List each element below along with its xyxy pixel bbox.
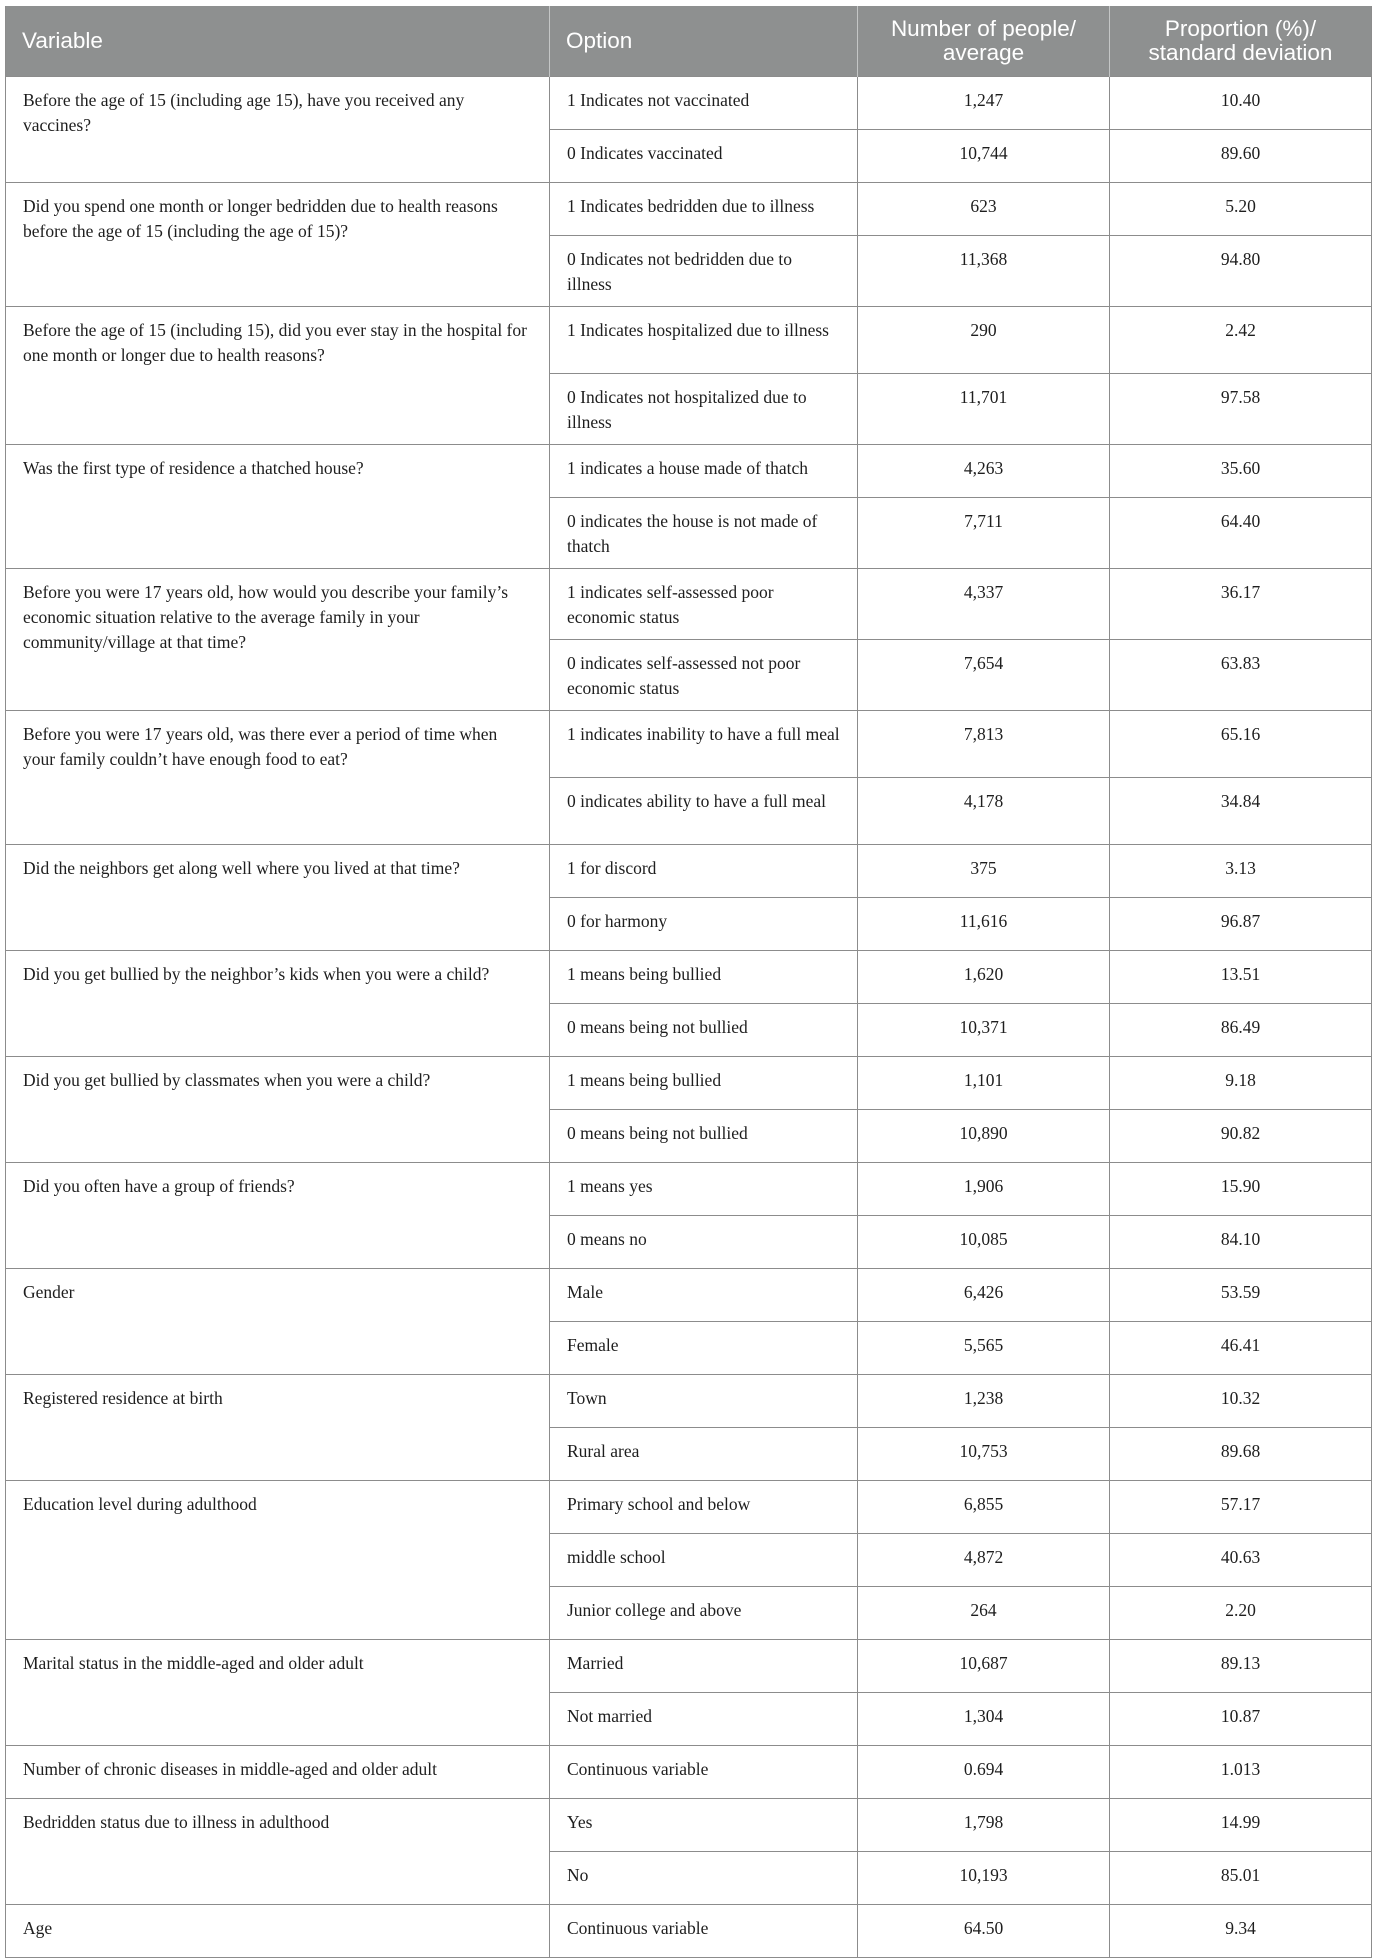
option-cell: 1 Indicates bedridden due to illness (550, 183, 858, 236)
count-cell: 1,906 (858, 1163, 1110, 1216)
table-row (6, 1905, 1372, 1958)
count-cell: 11,701 (858, 374, 1110, 445)
option-cell: 1 means being bullied (550, 1057, 858, 1110)
proportion-cell: 2.20 (1110, 1587, 1372, 1640)
option-cell: 0 for harmony (550, 898, 858, 951)
count-cell: 1,101 (858, 1057, 1110, 1110)
table-row (6, 1799, 1372, 1852)
option-cell: 1 for discord (550, 845, 858, 898)
option-cell: Primary school and below (550, 1481, 858, 1534)
variable-cell: Gender (6, 1269, 550, 1375)
variable-cell: Number of chronic diseases in middle-aged and older adult (6, 1746, 550, 1799)
count-cell: 10,890 (858, 1110, 1110, 1163)
proportion-cell: 90.82 (1110, 1110, 1372, 1163)
option-cell: Continuous variable (550, 1746, 858, 1799)
variable-cell: Before the age of 15 (including age 15), have you received any vaccines? (6, 77, 550, 183)
proportion-cell: 34.84 (1110, 778, 1372, 845)
count-cell: 7,654 (858, 640, 1110, 711)
proportion-cell: 65.16 (1110, 711, 1372, 778)
table-row (6, 1163, 1372, 1216)
option-cell: 1 means yes (550, 1163, 858, 1216)
option-cell: Married (550, 1640, 858, 1693)
proportion-cell: 14.99 (1110, 1799, 1372, 1852)
proportion-cell: 96.87 (1110, 898, 1372, 951)
count-cell: 1,238 (858, 1375, 1110, 1428)
variable-cell: Before you were 17 years old, how would you describe your family’s economic situation relative to the average family in your community/village at that time? (6, 569, 550, 711)
option-cell: 0 indicates ability to have a full meal (550, 778, 858, 845)
table-row (6, 77, 1372, 130)
proportion-cell: 89.60 (1110, 130, 1372, 183)
option-cell: middle school (550, 1534, 858, 1587)
count-cell: 1,620 (858, 951, 1110, 1004)
option-cell: No (550, 1852, 858, 1905)
count-cell: 6,855 (858, 1481, 1110, 1534)
option-cell: 1 indicates self-assessed poor economic status (550, 569, 858, 640)
header-count (858, 6, 1110, 77)
count-cell: 11,616 (858, 898, 1110, 951)
proportion-cell: 40.63 (1110, 1534, 1372, 1587)
proportion-cell: 3.13 (1110, 845, 1372, 898)
table-row (6, 845, 1372, 898)
option-cell: Yes (550, 1799, 858, 1852)
proportion-cell: 15.90 (1110, 1163, 1372, 1216)
table-row (6, 1640, 1372, 1693)
proportion-cell: 10.40 (1110, 77, 1372, 130)
option-cell: 0 means being not bullied (550, 1110, 858, 1163)
option-cell: 0 means no (550, 1216, 858, 1269)
variable-cell: Before the age of 15 (including 15), did you ever stay in the hospital for one month or longer due to health reasons? (6, 307, 550, 445)
option-cell: Junior college and above (550, 1587, 858, 1640)
table-row (6, 1269, 1372, 1322)
table-row (6, 951, 1372, 1004)
variable-cell: Did you spend one month or longer bedridden due to health reasons before the age of 15 (including the age of 15)? (6, 183, 550, 307)
proportion-cell: 94.80 (1110, 236, 1372, 307)
proportion-cell: 53.59 (1110, 1269, 1372, 1322)
option-cell: Continuous variable (550, 1905, 858, 1958)
header-proportion (1110, 6, 1372, 77)
count-cell: 6,426 (858, 1269, 1110, 1322)
table-header (6, 6, 1372, 77)
header-variable: Variable (6, 6, 550, 77)
option-cell: Not married (550, 1693, 858, 1746)
option-cell: Town (550, 1375, 858, 1428)
count-cell: 10,085 (858, 1216, 1110, 1269)
variable-cell: Before you were 17 years old, was there ever a period of time when your family couldn’t have enough food to eat? (6, 711, 550, 845)
option-cell: 1 indicates a house made of thatch (550, 445, 858, 498)
variable-cell: Education level during adulthood (6, 1481, 550, 1640)
proportion-cell: 35.60 (1110, 445, 1372, 498)
option-cell: 0 Indicates vaccinated (550, 130, 858, 183)
table-row (6, 183, 1372, 236)
count-cell: 0.694 (858, 1746, 1110, 1799)
count-cell: 264 (858, 1587, 1110, 1640)
proportion-cell: 10.32 (1110, 1375, 1372, 1428)
count-cell: 4,263 (858, 445, 1110, 498)
variable-cell: Age (6, 1905, 550, 1958)
count-cell: 4,337 (858, 569, 1110, 640)
table-row (6, 1375, 1372, 1428)
count-cell: 7,711 (858, 498, 1110, 569)
header-count-line2: average (942, 40, 1025, 65)
count-cell: 10,371 (858, 1004, 1110, 1057)
count-cell: 290 (858, 307, 1110, 374)
count-cell: 4,872 (858, 1534, 1110, 1587)
table-row (6, 1481, 1372, 1534)
table-body (6, 77, 1372, 1958)
proportion-cell: 2.42 (1110, 307, 1372, 374)
header-option: Option (550, 6, 858, 77)
proportion-cell: 84.10 (1110, 1216, 1372, 1269)
count-cell: 10,744 (858, 130, 1110, 183)
table-row (6, 1057, 1372, 1110)
option-cell: Female (550, 1322, 858, 1375)
count-cell: 375 (858, 845, 1110, 898)
count-cell: 5,565 (858, 1322, 1110, 1375)
variable-cell: Bedridden status due to illness in adulthood (6, 1799, 550, 1905)
proportion-cell: 13.51 (1110, 951, 1372, 1004)
proportion-cell: 85.01 (1110, 1852, 1372, 1905)
variable-cell: Was the first type of residence a thatched house? (6, 445, 550, 569)
proportion-cell: 36.17 (1110, 569, 1372, 640)
count-cell: 64.50 (858, 1905, 1110, 1958)
proportion-cell: 89.13 (1110, 1640, 1372, 1693)
option-cell: Rural area (550, 1428, 858, 1481)
option-cell: 1 Indicates not vaccinated (550, 77, 858, 130)
count-cell: 10,687 (858, 1640, 1110, 1693)
count-cell: 1,304 (858, 1693, 1110, 1746)
option-cell: 0 Indicates not hospitalized due to illness (550, 374, 858, 445)
proportion-cell: 86.49 (1110, 1004, 1372, 1057)
table-row (6, 569, 1372, 640)
header-count-line1: Number of people/ (890, 16, 1077, 41)
variable-cell: Did the neighbors get along well where you lived at that time? (6, 845, 550, 951)
proportion-cell: 10.87 (1110, 1693, 1372, 1746)
variable-cell: Marital status in the middle-aged and older adult (6, 1640, 550, 1746)
option-cell: 0 means being not bullied (550, 1004, 858, 1057)
proportion-cell: 63.83 (1110, 640, 1372, 711)
proportion-cell: 89.68 (1110, 1428, 1372, 1481)
header-proportion-line2: standard deviation (1148, 40, 1333, 65)
descriptive-statistics-table (5, 6, 1372, 1958)
proportion-cell: 9.34 (1110, 1905, 1372, 1958)
count-cell: 10,193 (858, 1852, 1110, 1905)
option-cell: 1 indicates inability to have a full meal (550, 711, 858, 778)
option-cell: 1 means being bullied (550, 951, 858, 1004)
variable-cell: Did you get bullied by the neighbor’s kids when you were a child? (6, 951, 550, 1057)
option-cell: 1 Indicates hospitalized due to illness (550, 307, 858, 374)
count-cell: 4,178 (858, 778, 1110, 845)
table-row (6, 711, 1372, 778)
option-cell: Male (550, 1269, 858, 1322)
variable-cell: Did you often have a group of friends? (6, 1163, 550, 1269)
count-cell: 1,798 (858, 1799, 1110, 1852)
variable-cell: Did you get bullied by classmates when you were a child? (6, 1057, 550, 1163)
count-cell: 11,368 (858, 236, 1110, 307)
table-row (6, 307, 1372, 374)
proportion-cell: 5.20 (1110, 183, 1372, 236)
proportion-cell: 57.17 (1110, 1481, 1372, 1534)
proportion-cell: 97.58 (1110, 374, 1372, 445)
count-cell: 10,753 (858, 1428, 1110, 1481)
proportion-cell: 46.41 (1110, 1322, 1372, 1375)
header-proportion-line1: Proportion (%)/ (1164, 16, 1317, 41)
proportion-cell: 1.013 (1110, 1746, 1372, 1799)
count-cell: 7,813 (858, 711, 1110, 778)
table-row (6, 445, 1372, 498)
proportion-cell: 64.40 (1110, 498, 1372, 569)
table-row (6, 1746, 1372, 1799)
option-cell: 0 indicates the house is not made of thatch (550, 498, 858, 569)
count-cell: 1,247 (858, 77, 1110, 130)
proportion-cell: 9.18 (1110, 1057, 1372, 1110)
variable-cell: Registered residence at birth (6, 1375, 550, 1481)
option-cell: 0 Indicates not bedridden due to illness (550, 236, 858, 307)
count-cell: 623 (858, 183, 1110, 236)
option-cell: 0 indicates self-assessed not poor economic status (550, 640, 858, 711)
